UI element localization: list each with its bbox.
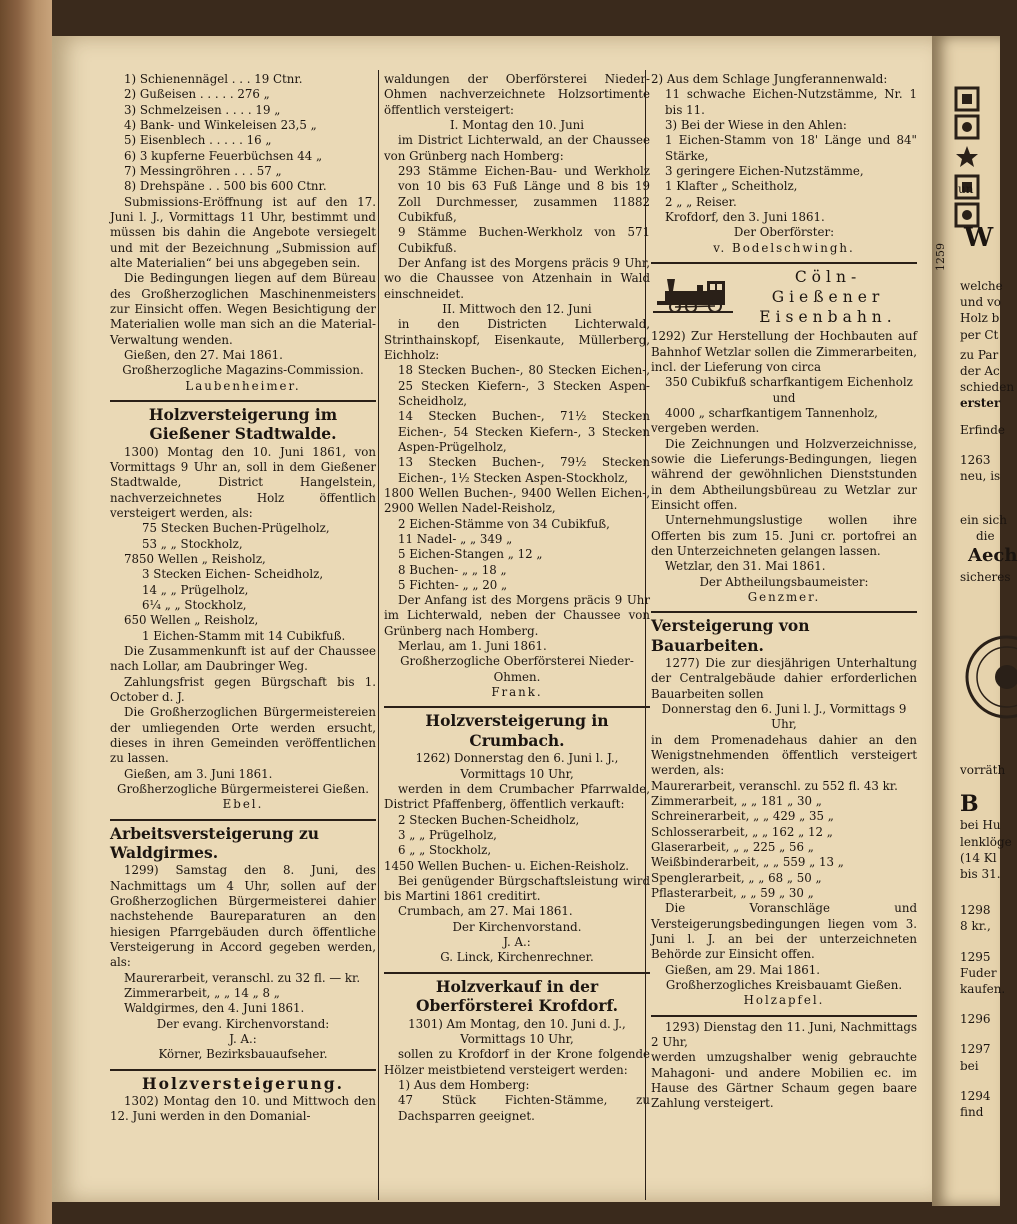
wood-lot: 1800 Wellen Buchen-, 9400 Wellen Eichen-, 2900 Wellen Nadel-Reisholz, — [384, 485, 650, 516]
notice-date: Wetzlar, den 31. Mai 1861. — [665, 559, 826, 574]
book-binding — [0, 0, 52, 1224]
wood-lot: 1 Eichen-Stamm von 18' Länge und 84" Stärke, — [665, 133, 917, 163]
wood-lot: 8 Buchen- „ „ 18 „ — [398, 562, 507, 577]
notice-date: Gießen, am 3. Juni 1861. — [124, 766, 273, 781]
wood-lot: 2 Stecken Buchen-Scheidholz, — [398, 812, 580, 827]
material-item: 8) Drehspäne . . 500 bis 600 Ctnr. — [124, 179, 327, 194]
notice-date: Merlau, am 1. Juni 1861. — [398, 639, 547, 654]
notice-paragraph: Die Großherzoglichen Bürgermeistereien der umliegenden Orte werden ersucht, dieses in ihren Gemeinden veröffentlichen zu lassen. — [110, 705, 376, 766]
next-page-edge — [932, 36, 1017, 1206]
next-page-text: find — [960, 1104, 984, 1119]
section-heading: Holzverkauf in der Oberförsterei Krofdorf. — [415, 976, 619, 1016]
notice-paragraph: Submissions-Eröffnung ist auf den 17. Juni l. J., Vormittags 11 Uhr, bestimmt und müssen bis dahin die Angebote versiegelt und mit der Bezeichnung „Submission auf alte Materialien“ bei uns abgegeben sein. — [110, 194, 376, 270]
next-page-text: die — [976, 529, 995, 544]
wood-lot: 9 Stämme Buchen-Werkholz von 571 Cubikfuß. — [398, 225, 650, 255]
section-divider — [110, 819, 376, 821]
notice-paragraph: werden umzugshalber wenig gebrauchte Mahagoni- und andere Mobilien ec. im Hause des Gärtner Schaum gegen baare Zahlung versteigert. — [651, 1050, 917, 1111]
wood-lot: 293 Stämme Eichen-Bau- und Werkholz von 10 bis 63 Fuß Länge und 8 bis 19 Zoll Durchmesser, zusammen 11882 Cubikfuß, — [398, 163, 650, 224]
notice-paragraph: 1292) Zur Herstellung der Hochbauten auf Bahnhof Wetzlar sollen die Zimmerarbeiten, incl. der Lieferung von circa — [651, 329, 917, 375]
notice-paragraph: 1301) Am Montag, den 10. Juni d. J., Vormittags 10 Uhr, — [408, 1016, 626, 1046]
subheading: I. Montag den 10. Juni — [449, 117, 585, 132]
next-page-text: 1297 — [960, 1042, 991, 1057]
notice-authority: Der Abtheilungsbaumeister: — [699, 574, 869, 589]
wood-lot: 6 „ „ Stockholz, — [398, 843, 492, 858]
notice-authority: J. A.: — [229, 1031, 257, 1046]
next-page-text: neu, is — [960, 468, 1001, 483]
wood-lot: 5 Fichten- „ „ 20 „ — [398, 577, 508, 592]
notice-signature: Genzmer. — [747, 589, 821, 604]
wood-lot: 7850 Wellen „ Reisholz, — [124, 551, 266, 566]
wood-lot: 2 „ „ Reiser. — [665, 194, 737, 209]
notice-paragraph: 1302) Montag den 10. und Mittwoch den 12. Juni werden in den Domanial- — [110, 1093, 376, 1124]
notice-paragraph: in den Districten Lichterwald, Strinthainskopf, Eisenkaute, Müllerberg, Eichholz: — [384, 317, 650, 362]
notice-paragraph: vergeben werden. — [651, 421, 760, 436]
next-page-text: 1263 — [960, 452, 991, 467]
notice-paragraph: Zahlungsfrist gegen Bürgschaft bis 1. October d. J. — [110, 674, 376, 704]
cost-line: Schreinerarbeit, „ „ 429 „ 35 „ — [651, 809, 834, 824]
notice-paragraph: Die Zeichnungen und Holzverzeichnisse, sowie die Lieferungs-Bedingungen, liegen während der gewöhnlichen Dienststunden in dem Abtheilungsbüreau zu Wetzlar zur Einsicht offen. — [651, 436, 917, 512]
next-page-text: un — [958, 182, 974, 196]
notice-authority: Großherzogliche Oberförsterei Nieder-Ohmen. — [400, 654, 634, 684]
wood-lot: 3 Stecken Eichen- Scheidholz, — [142, 567, 324, 582]
notice-authority: Großherzogliche Bürgermeisterei Gießen. — [117, 781, 369, 796]
next-page-text: 1295 — [960, 949, 991, 964]
next-page-text: lenklöge — [960, 834, 1012, 849]
notice-paragraph: 1300) Montag den 10. Juni 1861, von Vormittags 9 Uhr an, soll in dem Gießener Stadtwalde, District Hangelstein, nachverzeichnetes Holz öffentlich versteigert werden, als: — [110, 444, 376, 520]
notice-date: Gießen, den 27. Mai 1861. — [124, 347, 283, 362]
notice-paragraph: Bei genügender Bürgschaftsleistung wird bis Martini 1861 creditirt. — [384, 873, 650, 904]
wood-lot: 5 Eichen-Stangen „ 12 „ — [398, 547, 543, 562]
cost-line: Zimmerarbeit, „ „ 181 „ 30 „ — [651, 793, 822, 808]
notice-signature: Frank. — [491, 685, 543, 700]
column-middle — [384, 72, 650, 1192]
next-page-text: vorräth — [960, 763, 1006, 777]
railway-header — [651, 267, 917, 327]
next-page-text: sicheres — [960, 569, 1011, 584]
notice-authority: Der Oberförster: — [733, 225, 835, 240]
wood-lot: 1 Klafter „ Scheitholz, — [665, 179, 798, 194]
subheading: 3) Bei der Wiese in den Ahlen: — [665, 117, 847, 132]
next-page-text: 1296 — [960, 1012, 991, 1027]
notice-paragraph: Der Anfang ist des Morgens präcis 9 Uhr, wo die Chaussee von Atzenhain in Wald einschneidet. — [384, 255, 650, 301]
notice-authority: Großherzogliches Kreisbauamt Gießen. — [665, 977, 903, 992]
material-item: 4) Bank- und Winkeleisen 23,5 „ — [124, 117, 317, 132]
notice-signature: Laubenheimer. — [185, 378, 301, 393]
ornament-strip — [932, 36, 1000, 84]
notice-paragraph: Donnerstag den 6. Juni l. J., Vormittags 9 Uhr, — [661, 702, 907, 732]
material-item: 3) Schmelzeisen . . . . 19 „ — [124, 102, 281, 117]
notice-date: Crumbach, am 27. Mai 1861. — [398, 904, 573, 919]
cost-line: Schlosserarbeit, „ „ 162 „ 12 „ — [651, 824, 833, 839]
notice-authority: Großherzogliche Magazins-Commission. — [122, 363, 364, 378]
section-divider — [384, 972, 650, 974]
notice-paragraph: Die Bedingungen liegen auf dem Büreau des Großherzoglichen Maschinenmeisters zur Einsicht offen. Wegen Besichtigung der Materialien wolle man sich an die Material-Verwaltung wenden. — [110, 271, 376, 347]
notice-authority: J. A.: — [503, 935, 531, 950]
material-item: 5) Eisenblech . . . . . 16 „ — [124, 133, 272, 148]
notice-date: Gießen, am 29. Mai 1861. — [665, 962, 821, 977]
material-item: 7) Messingröhren . . . 57 „ — [124, 163, 282, 178]
next-page-text: Aech — [968, 545, 1017, 567]
section-heading: Versteigerung von Bauarbeiten. — [651, 616, 810, 655]
locomotive-icon — [651, 275, 735, 319]
wood-lot: 1 Eichen-Stamm mit 14 Cubikfuß. — [142, 628, 346, 643]
wood-lot: 2 Eichen-Stämme von 34 Cubikfuß, — [398, 516, 610, 531]
next-page-letter: B — [960, 791, 979, 818]
cost-line: Glaserarbeit, „ „ 225 „ 56 „ — [651, 839, 814, 854]
notice-paragraph: Die Zusammenkunft ist auf der Chaussee nach Lollar, am Daubringer Weg. — [110, 643, 376, 674]
section-heading: Holzversteigerung in Crumbach. — [425, 711, 609, 750]
notice-paragraph: Die Voranschläge und Versteigerungsbedingungen liegen vom 3. Juni l. J. an bei der unterzeichneten Behörde zur Einsicht offen. — [651, 901, 917, 962]
notice-paragraph: Unternehmungslustige wollen ihre Offerten bis zum 15. Juni cr. portofrei an den Unterzeichneten gelangen lassen. — [651, 513, 917, 558]
notice-authority: Der Kirchenvorstand. — [452, 919, 582, 934]
notice-authority: Der evang. Kirchenvorstand: — [156, 1016, 330, 1031]
next-page-text: und vo — [960, 295, 1001, 310]
wood-lot: 75 Stecken Buchen-Prügelholz, — [142, 521, 330, 536]
notice-paragraph: Der Anfang ist des Morgens präcis 9 Uhr im Lichterwald, neben der Chaussee von Grünberg nach Homberg. — [384, 593, 650, 638]
next-page-text: ein sich — [960, 513, 1007, 528]
next-page-letter: W — [964, 223, 994, 253]
notice-paragraph: 1277) Die zur diesjährigen Unterhaltung der Centralgebäude dahier erforderlichen Bauarbeiten sollen — [651, 656, 917, 701]
next-page-text: der Ac — [960, 363, 1000, 378]
cost-line: Zimmerarbeit, „ „ 14 „ 8 „ — [124, 985, 280, 1000]
notice-paragraph: werden in dem Crumbacher Pfarrwalde, District Pfaffenberg, öffentlich verkauft: — [384, 781, 650, 812]
next-page-text: zu Par — [960, 347, 999, 362]
wood-lot: 11 Nadel- „ „ 349 „ — [398, 531, 513, 546]
next-page-text: kaufen. — [960, 981, 1006, 996]
railway-title-line1: Cöln-Gießener — [771, 267, 885, 307]
next-page-text: 1294 — [960, 1088, 991, 1103]
section-divider — [384, 706, 650, 708]
notice-date: Waldgirmes, den 4. Juni 1861. — [124, 1001, 305, 1016]
notice-signature: v. Bodelschwingh. — [713, 240, 855, 255]
subheading: 2) Aus dem Schlage Jungferannenwald: — [651, 72, 888, 86]
next-page-text: bei Hu — [960, 818, 1001, 833]
cost-line: Maurerarbeit, veranschl. zu 32 fl. — kr. — [124, 970, 361, 985]
notice-signature: Holzapfel. — [743, 993, 825, 1008]
material-item: 6) 3 kupferne Feuerbüchsen 44 „ — [124, 148, 323, 163]
cost-line: Maurerarbeit, veranschl. zu 552 fl. 43 kr. — [651, 778, 898, 793]
section-heading: Holzversteigerung. — [142, 1073, 344, 1093]
next-page-text: welche — [960, 279, 1003, 293]
notice-paragraph: 1299) Samstag den 8. Juni, des Nachmittags um 4 Uhr, sollen auf der Großherzoglichen Bürgermeisterei dahier nachstehende Baureparaturen an den hiesigen Pfarrgebäuden durch öffentliche Versteigerung in Accord gegeben werden, als: — [110, 863, 376, 970]
material-item: 2) Gußeisen . . . . . 276 „ — [124, 87, 270, 102]
next-page-text: 1298 — [960, 903, 991, 918]
wood-lot: 6¼ „ „ Stockholz, — [142, 597, 247, 612]
column-rule — [378, 70, 379, 1200]
conjunction: und — [772, 390, 796, 405]
wood-lot: 350 Cubikfuß scharfkantigem Eichenholz — [665, 375, 913, 390]
wood-lot: 14 „ „ Prügelholz, — [142, 582, 249, 597]
next-page-text: erster — [960, 396, 1001, 411]
next-page-text: Holz b — [960, 311, 1000, 326]
notice-signature: Körner, Bezirksbauaufseher. — [158, 1047, 328, 1062]
wood-lot: 1450 Wellen Buchen- u. Eichen-Reisholz. — [384, 858, 629, 873]
subheading: 1) Aus dem Homberg: — [398, 1077, 530, 1092]
wood-lot: 3 geringere Eichen-Nutzstämme, — [665, 163, 864, 178]
section-divider — [651, 1015, 917, 1017]
railway-title-line2: Eisenbahn. — [759, 308, 897, 327]
wood-lot: 3 „ „ Prügelholz, — [398, 827, 497, 842]
notice-paragraph: 1293) Dienstag den 11. Juni, Nachmittags 2 Uhr, — [651, 1019, 917, 1049]
notice-date: Krofdorf, den 3. Juni 1861. — [665, 209, 825, 224]
notice-signature: G. Linck, Kirchenrechner. — [440, 950, 594, 965]
notice-paragraph: im District Lichterwald, an der Chaussee von Grünberg nach Homberg: — [384, 133, 650, 163]
wood-lot: 650 Wellen „ Reisholz, — [124, 613, 259, 628]
section-divider — [651, 262, 917, 264]
wood-lot: 47 Stück Fichten-Stämme, zu Dachsparren geeignet. — [398, 1093, 650, 1123]
notice-paragraph: waldungen der Oberförsterei Nieder-Ohmen nachverzeichnete Holzsortimente öffentlich versteigert: — [384, 72, 650, 117]
section-divider — [651, 611, 917, 613]
cost-line: Pflasterarbeit, „ „ 59 „ 30 „ — [651, 885, 814, 900]
subheading: II. Mittwoch den 12. Juni — [442, 301, 592, 316]
column-right — [651, 72, 917, 1192]
notice-paragraph: sollen zu Krofdorf in der Krone folgende Hölzer meistbietend versteigert werden: — [384, 1047, 650, 1077]
wood-lot: 53 „ „ Stockholz, — [142, 536, 243, 551]
wood-lot: 14 Stecken Buchen-, 71½ Stecken Eichen-, 54 Stecken Kiefern-, 3 Stecken Aspen-Prügelholz, — [398, 409, 650, 454]
notice-paragraph: 1262) Donnerstag den 6. Juni l. J., Vormittags 10 Uhr, — [415, 751, 619, 781]
wood-lot: 4000 „ scharfkantigem Tannenholz, — [665, 406, 878, 420]
wood-lot: 13 Stecken Buchen-, 79½ Stecken Eichen-, 1½ Stecken Aspen-Stockholz, — [398, 455, 650, 485]
next-page-text: (14 Kl — [960, 850, 997, 865]
stamp-seal-icon — [962, 632, 1012, 722]
section-heading: Arbeitsversteigerung zu Waldgirmes. — [110, 823, 320, 862]
cost-line: Spenglerarbeit, „ „ 68 „ 50 „ — [651, 870, 822, 885]
next-page-text: Fuder — [960, 965, 997, 980]
section-heading: Holzversteigerung im Gießener Stadtwalde. — [148, 404, 338, 444]
material-item: 1) Schienennägel . . . 19 Ctnr. — [124, 72, 303, 86]
notice-signature: Ebel. — [222, 797, 264, 812]
section-divider — [110, 1069, 376, 1071]
next-page-text: bis 31. — [960, 867, 1001, 882]
notice-paragraph: in dem Promenadehaus dahier an den Wenigstnehmenden öffentlich versteigert werden, als: — [651, 732, 917, 778]
wood-lot: 11 schwache Eichen-Nutzstämme, Nr. 1 bis 11. — [665, 87, 917, 117]
next-page-text: schieden — [960, 380, 1015, 395]
next-page-text: bei — [960, 1058, 979, 1073]
next-page-text: Erfinde — [960, 422, 1006, 437]
next-page-text: per Ct — [960, 327, 999, 342]
wood-lot: 18 Stecken Buchen-, 80 Stecken Eichen-, 25 Stecken Kiefern-, 3 Stecken Aspen-Scheidholz, — [398, 363, 650, 408]
cost-line: Weißbinderarbeit, „ „ 559 „ 13 „ — [651, 855, 844, 870]
section-divider — [110, 400, 376, 402]
next-page-text: 8 kr., — [960, 919, 991, 934]
column-left — [110, 72, 376, 1192]
next-page-number: 1259 — [934, 243, 947, 271]
